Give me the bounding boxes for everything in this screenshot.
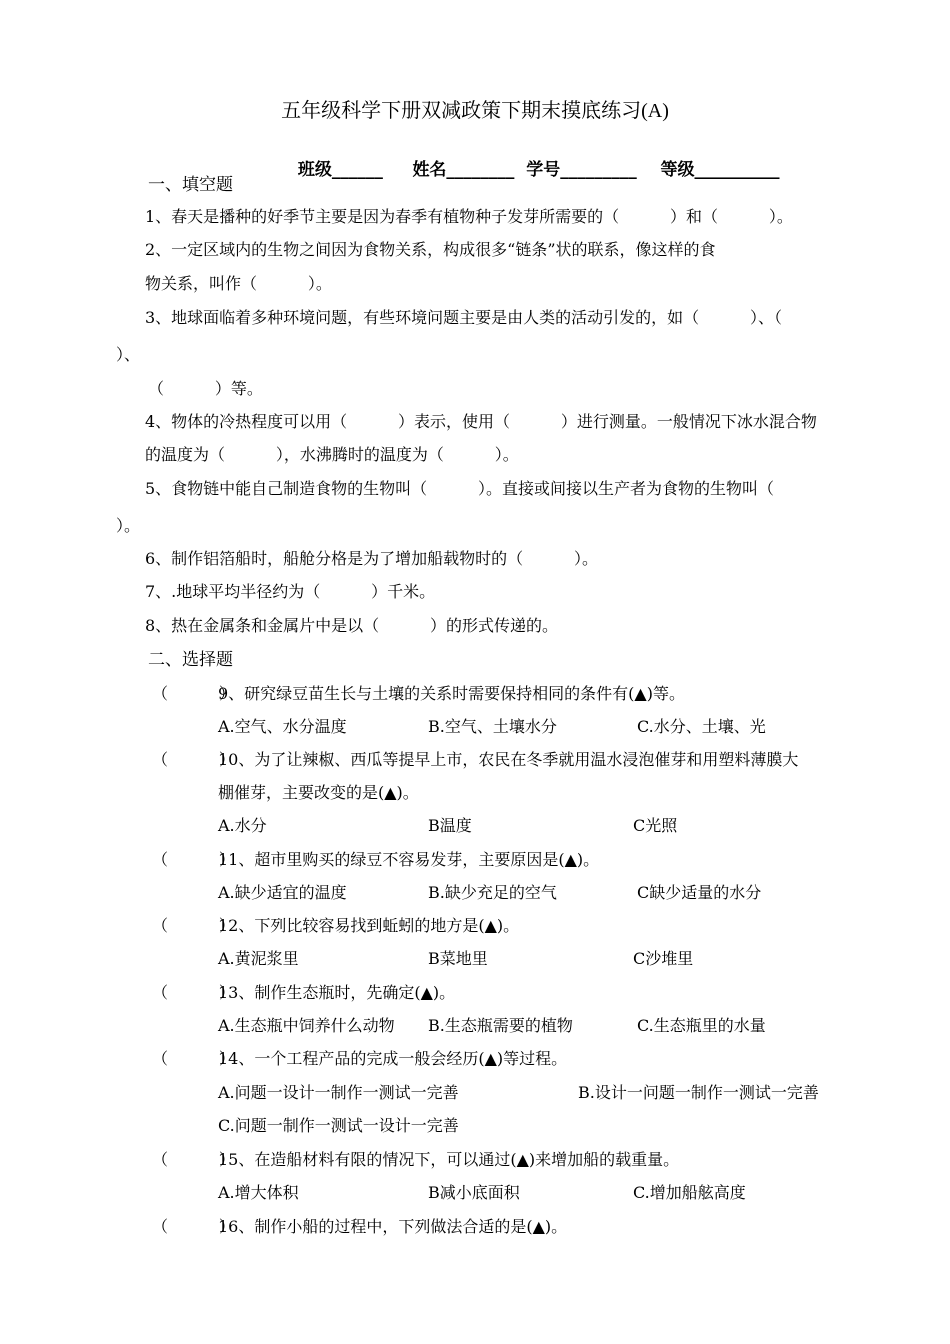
answer-blank[interactable]: （ ） [152, 1150, 235, 1169]
question-stem: 11、超市里购买的绿豆不容易发芽，主要原因是(▲)。 [218, 850, 600, 869]
student-id-field[interactable]: 学号_________ [526, 160, 637, 180]
question-line: 7、.地球平均半径约为（ ）千米。 [145, 582, 436, 601]
question-line: 4、物体的冷热程度可以用（ ）表示，使用（ ）进行测量。一般情况下冰水混合物 [145, 412, 817, 431]
option-c: C.水分、土壤、光 [637, 717, 766, 736]
option-c: C.增加船舷高度 [633, 1183, 746, 1202]
option-c: C.生态瓶里的水量 [637, 1016, 766, 1035]
option-b: B.设计一问题一制作一测试一完善 [578, 1083, 819, 1102]
option-b: B温度 [428, 816, 472, 835]
question-line: 3、地球面临着多种环境问题，有些环境问题主要是由人类的活动引发的，如（ ）、（ [145, 308, 783, 327]
option-a: A.空气、水分温度 [218, 717, 347, 736]
question-line: 物关系，叫作（ ）。 [145, 274, 332, 293]
question-line: 6、制作铝箔船时，船舱分格是为了增加船载物时的（ ）。 [145, 549, 599, 568]
section-heading-multiple-choice: 二、选择题 [148, 650, 233, 670]
question-line: ）。 [116, 516, 141, 535]
option-a: A.生态瓶中饲养什么动物 [218, 1016, 395, 1035]
option-a: A.增大体积 [218, 1183, 299, 1202]
student-info-header [286, 137, 779, 181]
question-stem: 13、制作生态瓶时，先确定(▲)。 [218, 983, 456, 1002]
option-a: A.缺少适宜的温度 [218, 883, 347, 902]
option-c: C光照 [633, 816, 678, 835]
answer-blank[interactable]: （ ） [152, 983, 235, 1002]
answer-blank[interactable]: （ ） [152, 750, 235, 769]
answer-blank[interactable]: （ ） [152, 850, 235, 869]
question-line: 1、春天是播种的好季节主要是因为春季有植物种子发芽所需要的（ ）和（ ）。 [145, 207, 793, 226]
question-stem: 15、在造船材料有限的情况下，可以通过(▲)来增加船的载重量。 [218, 1150, 680, 1169]
option-b: B.空气、土壤水分 [428, 717, 557, 736]
class-field[interactable]: 班级______ [297, 160, 383, 180]
section-heading-fill-blank: 一、填空题 [148, 175, 233, 195]
question-stem-continued: 棚催芽，主要改变的是(▲)。 [218, 783, 419, 802]
option-a: A.黄泥浆里 [218, 949, 299, 968]
option-b: B减小底面积 [428, 1183, 520, 1202]
option-a: A.水分 [218, 816, 267, 835]
option-c: C沙堆里 [633, 949, 694, 968]
question-line: 8、热在金属条和金属片中是以（ ）的形式传递的。 [145, 616, 559, 635]
question-stem: 10、为了让辣椒、西瓜等提早上市，农民在冬季就用温水浸泡催芽和用塑料薄膜大 [218, 750, 799, 769]
option-b: B.缺少充足的空气 [428, 883, 557, 902]
question-line: （ ）等。 [148, 379, 263, 398]
option-b: B菜地里 [428, 949, 488, 968]
question-line: 2、一定区域内的生物之间因为食物关系，构成很多“链条”状的联系，像这样的食 [145, 240, 716, 259]
option-a: A.问题一设计一制作一测试一完善 [218, 1083, 459, 1102]
option-b: B.生态瓶需要的植物 [428, 1016, 573, 1035]
question-stem: 16、制作小船的过程中，下列做法合适的是(▲)。 [218, 1217, 568, 1236]
name-field[interactable]: 姓名________ [412, 160, 515, 180]
answer-blank[interactable]: （ ） [152, 1217, 235, 1236]
page-title: 五年级科学下册双减政策下期末摸底练习(A) [281, 100, 669, 122]
question-stem: 12、下列比较容易找到蚯蚓的地方是(▲)。 [218, 916, 520, 935]
grade-field[interactable]: 等级__________ [660, 160, 780, 180]
question-stem: 14、一个工程产品的完成一般会经历(▲)等过程。 [218, 1049, 568, 1068]
answer-blank[interactable]: （ ） [152, 916, 235, 935]
question-stem: 9、研究绿豆苗生长与土壤的关系时需要保持相同的条件有(▲)等。 [218, 684, 685, 703]
question-line: 5、食物链中能自己制造食物的生物叫（ ）。直接或间接以生产者为食物的生物叫（ [145, 479, 775, 498]
option-c: C缺少适量的水分 [637, 883, 762, 902]
question-line: ）、 [116, 345, 141, 364]
answer-blank[interactable]: （ ） [152, 684, 235, 703]
option-c: C.问题一制作一测试一设计一完善 [218, 1116, 459, 1135]
answer-blank[interactable]: （ ） [152, 1049, 235, 1068]
question-line: 的温度为（ ），水沸腾时的温度为（ ）。 [145, 445, 519, 464]
